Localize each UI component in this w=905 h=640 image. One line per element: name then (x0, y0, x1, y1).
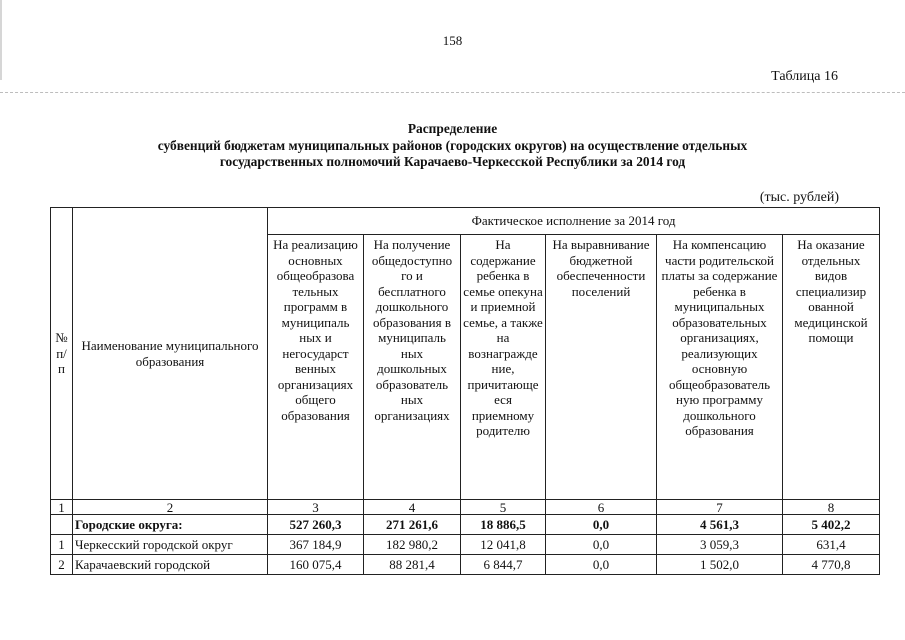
col-header-parental-fee-compensation: На компенсацию части родительской платы за содержание ребенка в муниципальных образовательных организациях, реализующих основную общеобразователь ную программу дошкольного образования (657, 235, 783, 500)
page-fold-line (0, 92, 905, 93)
row-number: 1 (51, 535, 73, 555)
cell-value: 88 281,4 (364, 555, 461, 575)
cell-value: 12 041,8 (461, 535, 546, 555)
table-row (51, 555, 880, 575)
group-header: Фактическое исполнение за 2014 год (268, 208, 880, 235)
header-row-group (51, 208, 880, 235)
num-header: № п/п (51, 208, 73, 500)
title-line-3: государственных полномочий Карачаево-Черкесской Республики за 2014 год (219, 154, 686, 169)
cell-value: 367 184,9 (268, 535, 364, 555)
cell-value: 18 886,5 (461, 515, 546, 535)
row-number (51, 515, 73, 535)
cell-value: 271 261,6 (364, 515, 461, 535)
page-number: 158 (442, 33, 463, 48)
cell-value: 0,0 (546, 555, 657, 575)
column-index: 7 (657, 500, 783, 515)
column-index: 6 (546, 500, 657, 515)
cell-value: 527 260,3 (268, 515, 364, 535)
column-index: 4 (364, 500, 461, 515)
col-header-foster-care: На содержание ребенка в семье опекуна и приемной семье, а также на вознагражде ние, причитающе еся приемному родителю (461, 235, 546, 500)
column-index: 2 (73, 500, 268, 515)
cell-value: 0,0 (546, 515, 657, 535)
table-row (51, 535, 880, 555)
name-header: Наименование муниципального образования (73, 208, 268, 500)
cell-value: 5 402,2 (783, 515, 880, 535)
cell-value: 160 075,4 (268, 555, 364, 575)
cell-value: 631,4 (783, 535, 880, 555)
cell-value: 1 502,0 (657, 555, 783, 575)
row-name: Карачаевский городской (73, 555, 268, 575)
column-index-row (51, 500, 880, 515)
cell-value: 6 844,7 (461, 555, 546, 575)
col-header-preschool-education: На получение общедоступно го и бесплатного дошкольного образования в муниципаль ных дошкольных образователь ных организациях (364, 235, 461, 500)
col-header-general-education: На реализацию основных общеобразова тельных программ в муниципаль ных и негосударст венных организациях общего образования (268, 235, 364, 500)
col-header-specialized-medical-care: На оказание отдельных видов специализир ованной медицинской помощи (783, 235, 880, 500)
row-number: 2 (51, 555, 73, 575)
cell-value: 4 770,8 (783, 555, 880, 575)
units-label: (тыс. рублей) (759, 190, 839, 205)
column-index: 8 (783, 500, 880, 515)
cell-value: 3 059,3 (657, 535, 783, 555)
column-index: 3 (268, 500, 364, 515)
title-line-1: Распределение (407, 121, 498, 136)
col-header-budget-equalization: На выравнивание бюджетной обеспеченности поселений (546, 235, 657, 500)
document-title (0, 121, 905, 171)
cell-value: 4 561,3 (657, 515, 783, 535)
subventions-table (50, 207, 880, 575)
table-label: Таблица 16 (771, 69, 838, 84)
title-line-2: субвенций бюджетам муниципальных районов (городских округов) на осуществление отдельных (157, 137, 748, 153)
row-name: Черкесский городской округ (73, 535, 268, 555)
cell-value: 0,0 (546, 535, 657, 555)
column-index: 5 (461, 500, 546, 515)
row-name: Городские округа: (73, 515, 268, 535)
cell-value: 182 980,2 (364, 535, 461, 555)
column-index: 1 (51, 500, 73, 515)
table-row-total (51, 515, 880, 535)
